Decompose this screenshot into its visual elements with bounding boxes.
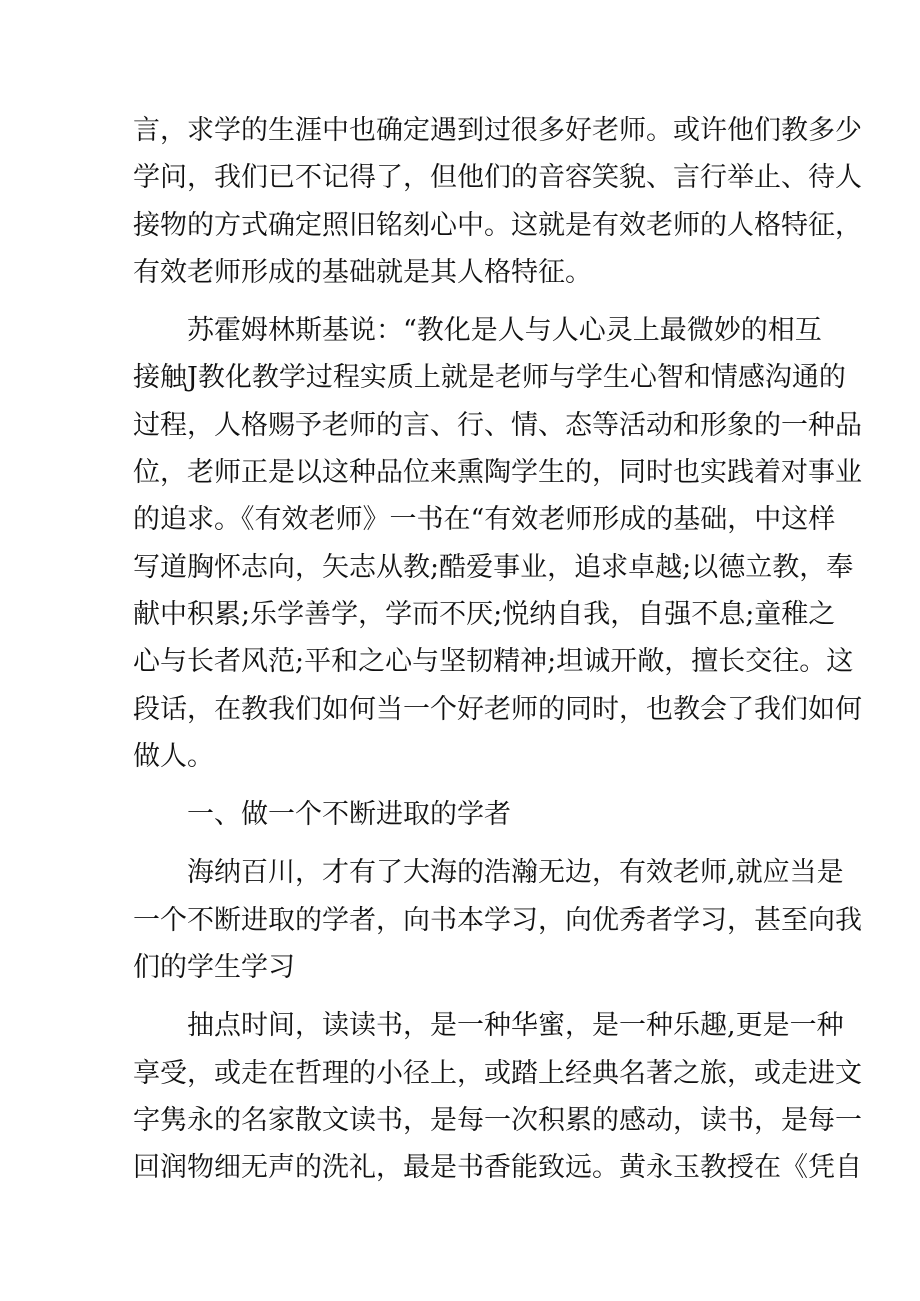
text-line: 一个不断进取的学者，向书本学习，向优秀者学习，甚至向我 bbox=[133, 904, 862, 936]
text-line: 位，老师正是以这种品位来熏陶学生的，同时也实践着对事业 bbox=[133, 457, 862, 489]
text-line: 接物的方式确定照旧铭刻心中。这就是有效老师的人格特征， bbox=[133, 209, 862, 241]
text-line: 献中积累;乐学善学，学而不厌;悦纳自我，自强不息;童稚之 bbox=[133, 598, 836, 630]
text-line: 字隽永的名家散文读书，是每一次积累的感动，读书，是每一 bbox=[133, 1104, 862, 1136]
text-line: 享受，或走在哲理的小径上，或踏上经典名著之旅，或走进文 bbox=[133, 1057, 862, 1089]
text-line: 有效老师形成的基础就是其人格特征。 bbox=[133, 256, 592, 288]
text-line: 苏霍姆林斯基说：“教化是人与人心灵上最微妙的相互 bbox=[187, 315, 822, 347]
text-line: 过程，人格赐予老师的言、行、情、态等活动和形象的一种品 bbox=[133, 409, 862, 441]
text-line: 心与长者风范;平和之心与坚韧精神;坦诚开敞，擅长交往。这 bbox=[133, 646, 854, 678]
text-line: 海纳百川，才有了大海的浩瀚无边，有效老师,就应当是 bbox=[187, 857, 844, 889]
paragraph-2 bbox=[133, 307, 862, 780]
text-line: 写道胸怀志向，矢志从教;酷爱事业，追求卓越;以德立教，奉 bbox=[133, 551, 854, 583]
section-heading bbox=[133, 791, 793, 838]
text-line: 学问，我们已不记得了，但他们的音容笑貌、言行举止、待人 bbox=[133, 162, 862, 194]
paragraph-4 bbox=[133, 849, 862, 991]
paragraph-5 bbox=[133, 1002, 862, 1191]
text-line: 做人。 bbox=[133, 740, 214, 772]
text-line: 的追求。《有效老师》一书在“有效老师形成的基础，中这样 bbox=[133, 504, 836, 536]
text-line: 回润物细无声的洗礼，最是书香能致远。黄永玉教授在《凭自 bbox=[133, 1152, 862, 1184]
text-line: 段话，在教我们如何当一个好老师的同时，也教会了我们如何 bbox=[133, 693, 862, 725]
text-line: 言，求学的生涯中也确定遇到过很多好老师。或许他们教多少 bbox=[133, 115, 862, 146]
document-body bbox=[133, 107, 862, 1203]
paragraph-1 bbox=[133, 107, 862, 296]
text-line: 接触J教化教学过程实质上就是老师与学生心智和情感沟通的 bbox=[133, 362, 846, 394]
heading-line: 一、做一个不断进取的学者 bbox=[187, 799, 511, 831]
text-line: 抽点时间，读读书，是一种华蜜，是一种乐趣,更是一种 bbox=[187, 1010, 844, 1042]
text-line: 们的学生学习 bbox=[133, 952, 295, 984]
